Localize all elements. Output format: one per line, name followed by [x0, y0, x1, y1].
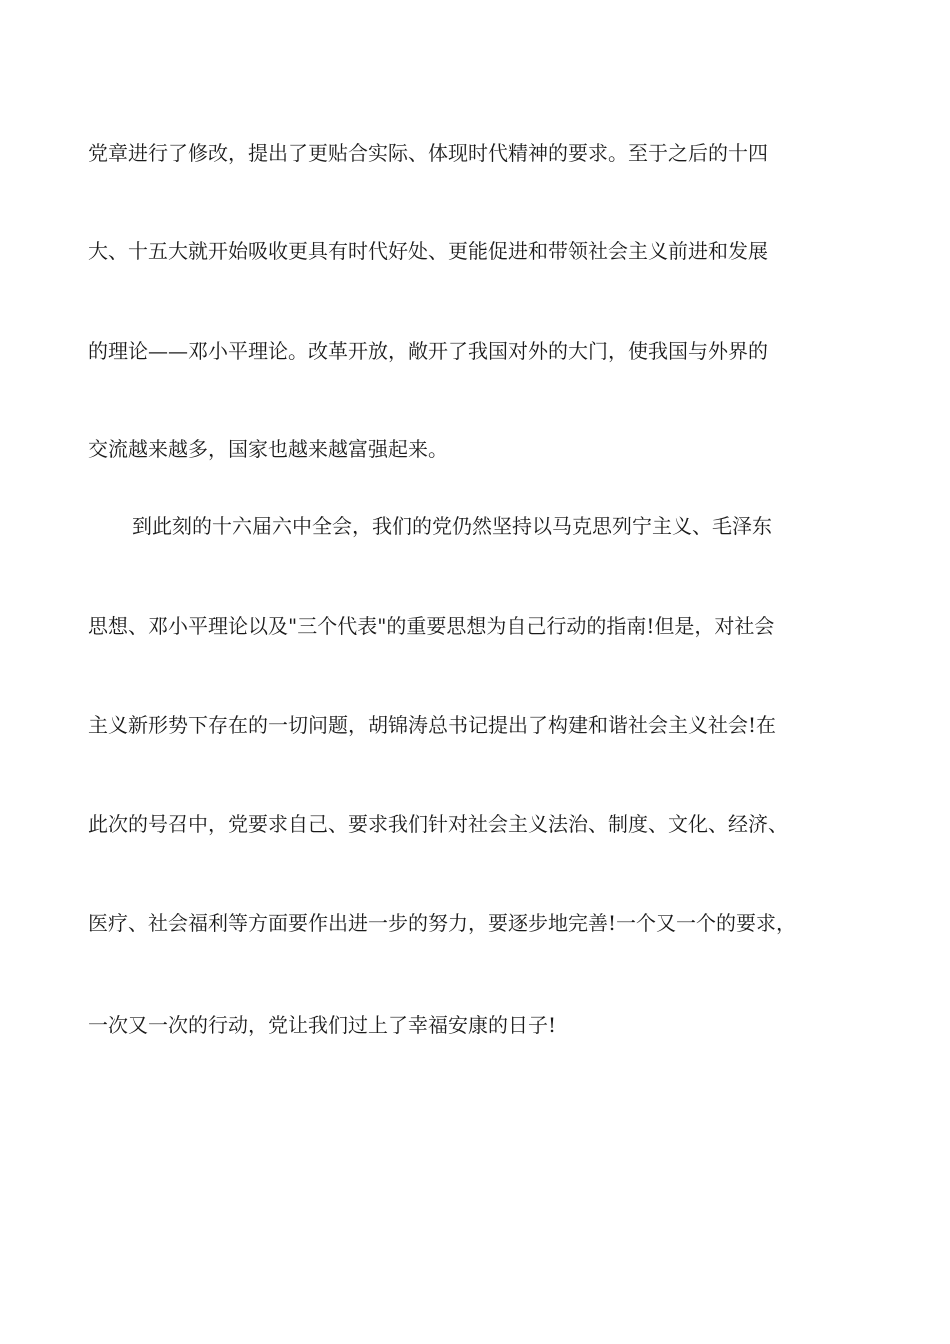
- paragraph-line-6: 思想、邓小平理论以及"三个代表"的重要思想为自己行动的指南!但是，对社会: [88, 614, 775, 638]
- paragraph-line-4: 交流越来越多，国家也越来越富强起来。: [88, 437, 448, 461]
- paragraph-line-3: 的理论——邓小平理论。改革开放，敞开了我国对外的大门，使我国与外界的: [88, 339, 768, 363]
- paragraph-line-2: 大、十五大就开始吸收更具有时代好处、更能促进和带领社会主义前进和发展: [88, 239, 768, 263]
- paragraph-line-9: 医疗、社会福利等方面要作出进一步的努力，要逐步地完善!一个又一个的要求，: [88, 911, 797, 935]
- paragraph-line-5: 到此刻的十六届六中全会，我们的党仍然坚持以马克思列宁主义、毛泽东: [132, 514, 772, 538]
- paragraph-line-10: 一次又一次的行动，党让我们过上了幸福安康的日子!: [88, 1013, 557, 1037]
- paragraph-line-1: 党章进行了修改，提出了更贴合实际、体现时代精神的要求。至于之后的十四: [88, 141, 768, 165]
- paragraph-line-7: 主义新形势下存在的一切问题，胡锦涛总书记提出了构建和谐社会主义社会!在: [88, 713, 777, 737]
- paragraph-line-8: 此次的号召中，党要求自己、要求我们针对社会主义法治、制度、文化、经济、: [88, 812, 788, 836]
